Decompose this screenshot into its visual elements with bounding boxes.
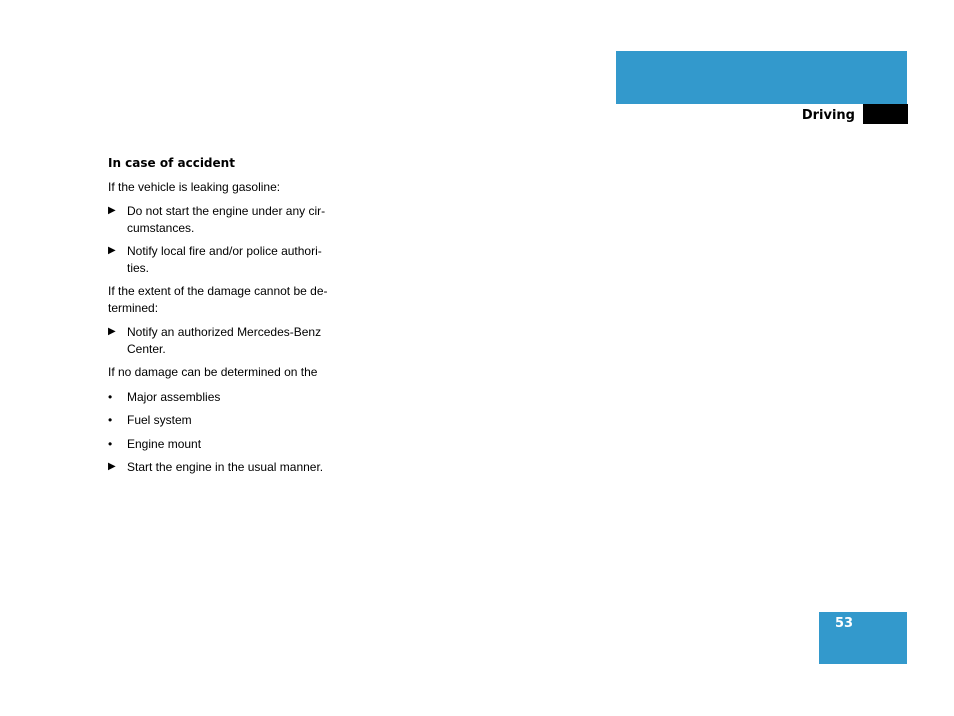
list-item-text: Engine mount	[127, 436, 202, 451]
triangle-right-icon: ▶	[108, 205, 116, 216]
instruction-step	[108, 324, 348, 357]
step-text: Start the engine in the usual manner.	[127, 460, 324, 474]
instruction-step	[108, 203, 348, 236]
main-content	[108, 155, 348, 483]
list-item	[108, 412, 348, 429]
triangle-right-icon: ▶	[108, 326, 116, 337]
list-item	[108, 389, 348, 406]
step-text: Notify an authorized Mercedes-Benz Center.	[127, 325, 322, 356]
section-tab-marker	[863, 104, 908, 124]
list-item	[108, 436, 348, 453]
bullet-dot-icon: •	[108, 413, 113, 427]
triangle-right-icon: ▶	[108, 245, 116, 256]
triangle-right-icon: ▶	[108, 461, 116, 472]
list-item-text: Major assemblies	[127, 389, 221, 404]
step-text: Do not start the engine under any cir- cumstances.	[127, 204, 326, 235]
chapter-title: Getting started	[780, 29, 902, 45]
page-number: 53	[835, 616, 854, 631]
page-number-box	[819, 612, 907, 664]
section-heading: In case of accident	[108, 156, 235, 170]
instruction-step	[108, 459, 348, 476]
bullet-dot-icon: •	[108, 389, 113, 404]
section-label: Driving	[801, 108, 855, 123]
bullet-dot-icon: •	[108, 436, 113, 451]
step-text: Notify local fire and/or police authori- ties.	[127, 244, 322, 275]
intro-paragraph-leak: If the vehicle is leaking gasoline:	[108, 179, 281, 194]
instruction-step	[108, 243, 348, 276]
chapter-header-bar	[616, 51, 907, 104]
list-item-text: Fuel system	[127, 413, 192, 427]
intro-paragraph-extent: If the extent of the damage cannot be de- termined:	[108, 284, 328, 315]
intro-paragraph-nodamage: If no damage can be determined on the	[108, 365, 318, 379]
